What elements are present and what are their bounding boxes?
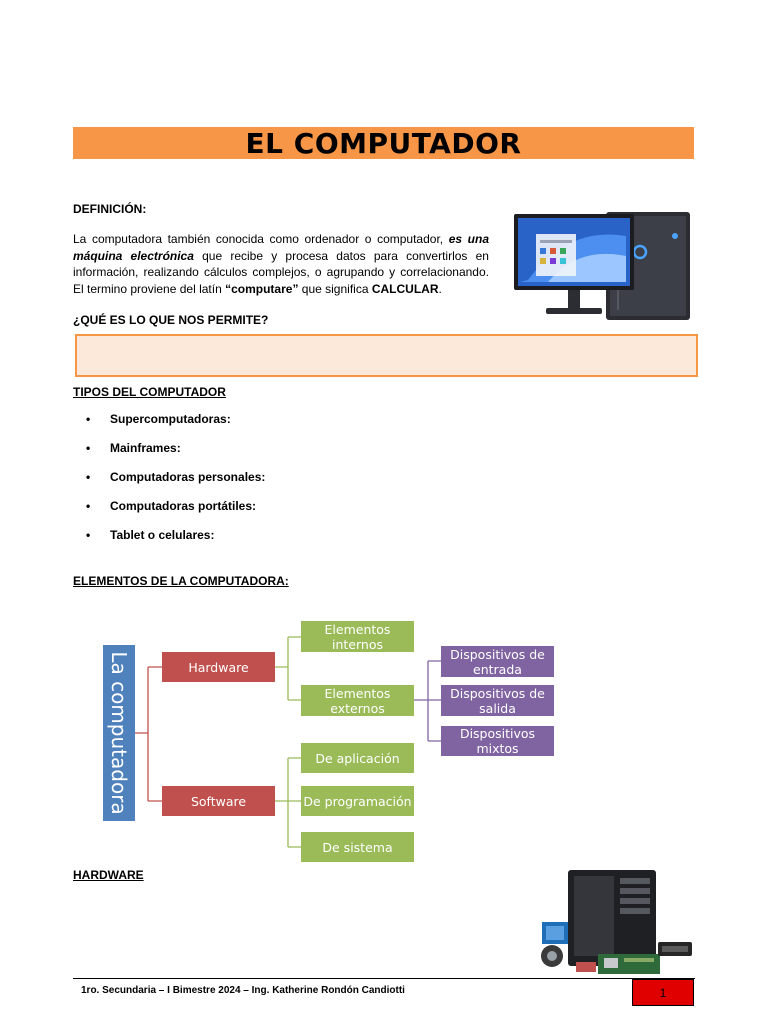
list-item: • Tablet o celulares: xyxy=(86,528,215,542)
page-title: EL COMPUTADOR xyxy=(245,126,522,160)
diagram-software: Software xyxy=(162,786,275,816)
diagram-external-elements: Elementos externos xyxy=(301,685,414,716)
hardware-components-image xyxy=(528,866,694,978)
list-item: • Computadoras portátiles: xyxy=(86,499,257,513)
diagram-root: La computadora xyxy=(103,645,135,821)
page-number: 1 xyxy=(632,979,694,1006)
diagram-system-software: De sistema xyxy=(301,832,414,862)
definition-heading: DEFINICIÓN: xyxy=(73,202,147,216)
diagram-application-software: De aplicación xyxy=(301,743,414,773)
definition-paragraph: La computadora también conocida como ordenador o computador, es una máquina electrónica que recibe y procesa datos para convertirlos en información, realizando cálculos complejos, o agrupando y correlacionando. El termino proviene del latín “computare” que significa CALCULAR. xyxy=(73,232,490,296)
elements-heading: ELEMENTOS DE LA COMPUTADORA: xyxy=(73,574,289,588)
list-item: • Supercomputadoras: xyxy=(86,412,231,426)
types-heading: TIPOS DEL COMPUTADOR xyxy=(73,385,226,399)
diagram-mixed-devices: Dispositivos mixtos xyxy=(441,726,554,756)
diagram-hardware: Hardware xyxy=(162,652,275,682)
footer-text: 1ro. Secundaria – I Bimestre 2024 – Ing. Katherine Rondón Candiotti xyxy=(81,985,405,996)
list-item: • Mainframes: xyxy=(86,441,181,455)
hardware-heading: HARDWARE xyxy=(73,868,144,882)
diagram-programming-software: De programación xyxy=(301,786,414,816)
question-heading: ¿QUÉ ES LO QUE NOS PERMITE? xyxy=(73,313,269,327)
footer-divider xyxy=(73,978,695,979)
diagram-input-devices: Dispositivos de entrada xyxy=(441,646,554,677)
diagram-internal-elements: Elementos internos xyxy=(301,621,414,652)
diagram-output-devices: Dispositivos de salida xyxy=(441,685,554,716)
list-item: • Computadoras personales: xyxy=(86,470,266,484)
